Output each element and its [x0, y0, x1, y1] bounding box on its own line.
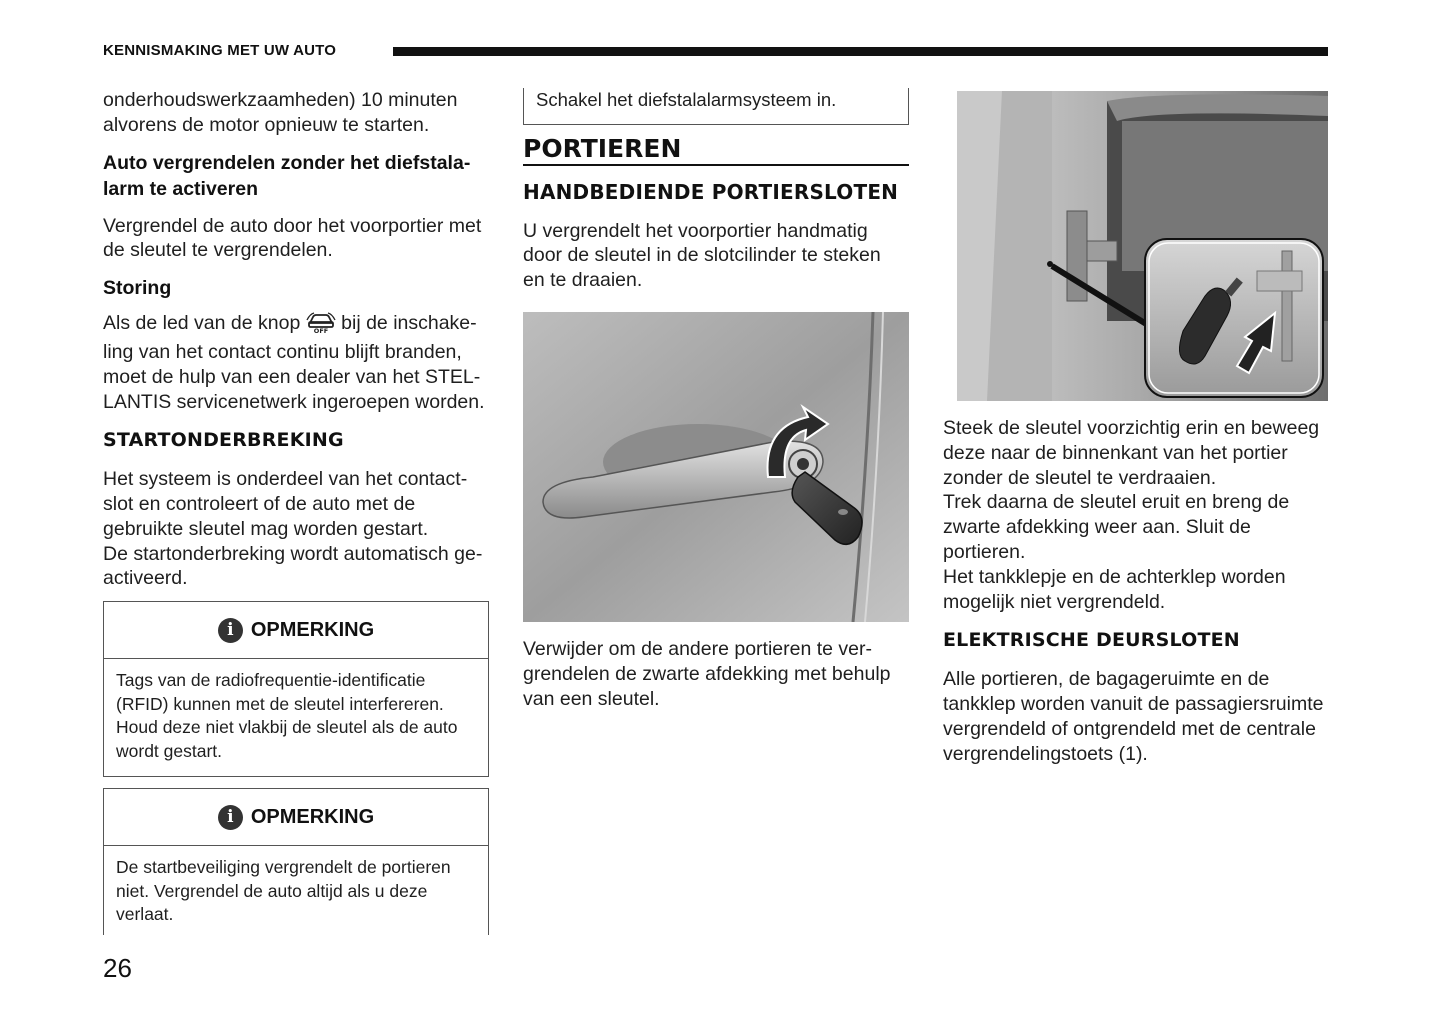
intro-paragraph: onderhoudswerkzaamheden) 10 minuten alvorens de motor opnieuw te starten. — [103, 89, 458, 136]
manual-locks-paragraph: U vergrendelt het voorportier handmatig door de sleutel in de slotcilinder te steken en te draaien. — [523, 219, 881, 292]
door-handle-illustration — [523, 312, 909, 622]
alarm-box-text: Schakel het diefstalalarmsysteem in. — [536, 89, 837, 110]
column-right — [943, 416, 1329, 766]
electric-locks-paragraph: Alle portieren, de bagageruimte en de tankklep worden vanuit de passagiersruimte vergrendeld of ontgrendeld met de centrale vergrendelingstoets (1). — [943, 668, 1324, 765]
note-header — [104, 602, 488, 659]
header-rule — [393, 47, 1328, 56]
fault-text-after: bij de inschake- ling van het contact continu blijft branden, moet de hulp van een dealer van het STEL- LANTIS servicenetwerk ingeroepen worden. — [103, 312, 485, 413]
note-box-immobilizer — [103, 788, 489, 935]
note-text: De startbeveiliging vergrendelt de portieren niet. Vergrendel de auto altijd als u deze verlaat. — [116, 857, 451, 924]
immobilizer-paragraph-2: De startonderbreking wordt automatisch ge- activeerd. — [103, 542, 483, 590]
manual-locks-heading: HANDBEDIENDE PORTIERSLOTEN — [523, 179, 899, 204]
alarm-box — [523, 88, 909, 125]
car-alarm-off-icon — [306, 311, 336, 340]
note-header — [104, 789, 488, 846]
insert-key-paragraph: Steek de sleutel voorzichtig erin en beweeg deze naar de binnenkant van het portier zonder de sleutel te verdraaien. — [943, 417, 1320, 489]
info-icon: i — [218, 618, 243, 643]
note-title: OPMERKING — [250, 805, 375, 828]
section-title: KENNISMAKING MET UW AUTO — [103, 42, 337, 59]
illustration-caption: Verwijder om de andere portieren te ver- grendelen de zwarte afdekking met behulp van een sleutel. — [523, 638, 891, 710]
immobilizer-heading: STARTONDERBREKING — [103, 429, 344, 452]
info-icon: i — [218, 805, 243, 830]
remove-key-paragraph: Trek daarna de sleutel eruit en breng de zwarte afdekking weer aan. Sluit de portieren. — [943, 491, 1290, 563]
page-number: 26 — [103, 953, 132, 983]
column-left — [103, 88, 489, 591]
fault-text-before: Als de led van de knop — [103, 312, 301, 335]
svg-text:OFF: OFF — [313, 327, 328, 334]
fault-heading: Storing — [103, 277, 172, 300]
column-middle-caption — [523, 637, 909, 711]
door-lock-cover-illustration — [957, 91, 1328, 401]
doors-heading: PORTIEREN — [523, 134, 682, 163]
doors-heading-rule — [523, 164, 909, 166]
note-box-rfid — [103, 601, 489, 777]
fault-paragraph — [103, 311, 491, 414]
electric-locks-heading: ELEKTRISCHE DEURSLOTEN — [943, 629, 1240, 652]
fuel-flap-paragraph: Het tankklepje en de achterklep worden mogelijk niet vergrendeld. — [943, 565, 1286, 613]
immobilizer-paragraph-1: Het systeem is onderdeel van het contact- slot en controleert of de auto met de gebruikte sleutel mag worden gestart. — [103, 468, 468, 540]
lock-paragraph: Vergrendel de auto door het voorportier met de sleutel te vergrendelen. — [103, 214, 482, 262]
lock-heading: Auto vergrendelen zonder het diefstala- larm te activeren — [103, 151, 471, 200]
column-middle — [523, 134, 909, 293]
note-title: OPMERKING — [250, 618, 375, 641]
note-text: Tags van de radiofrequentie-identificatie (RFID) kunnen met de sleutel interfereren. Houd deze niet vlakbij de sleutel als de auto wordt gestart. — [116, 670, 458, 761]
